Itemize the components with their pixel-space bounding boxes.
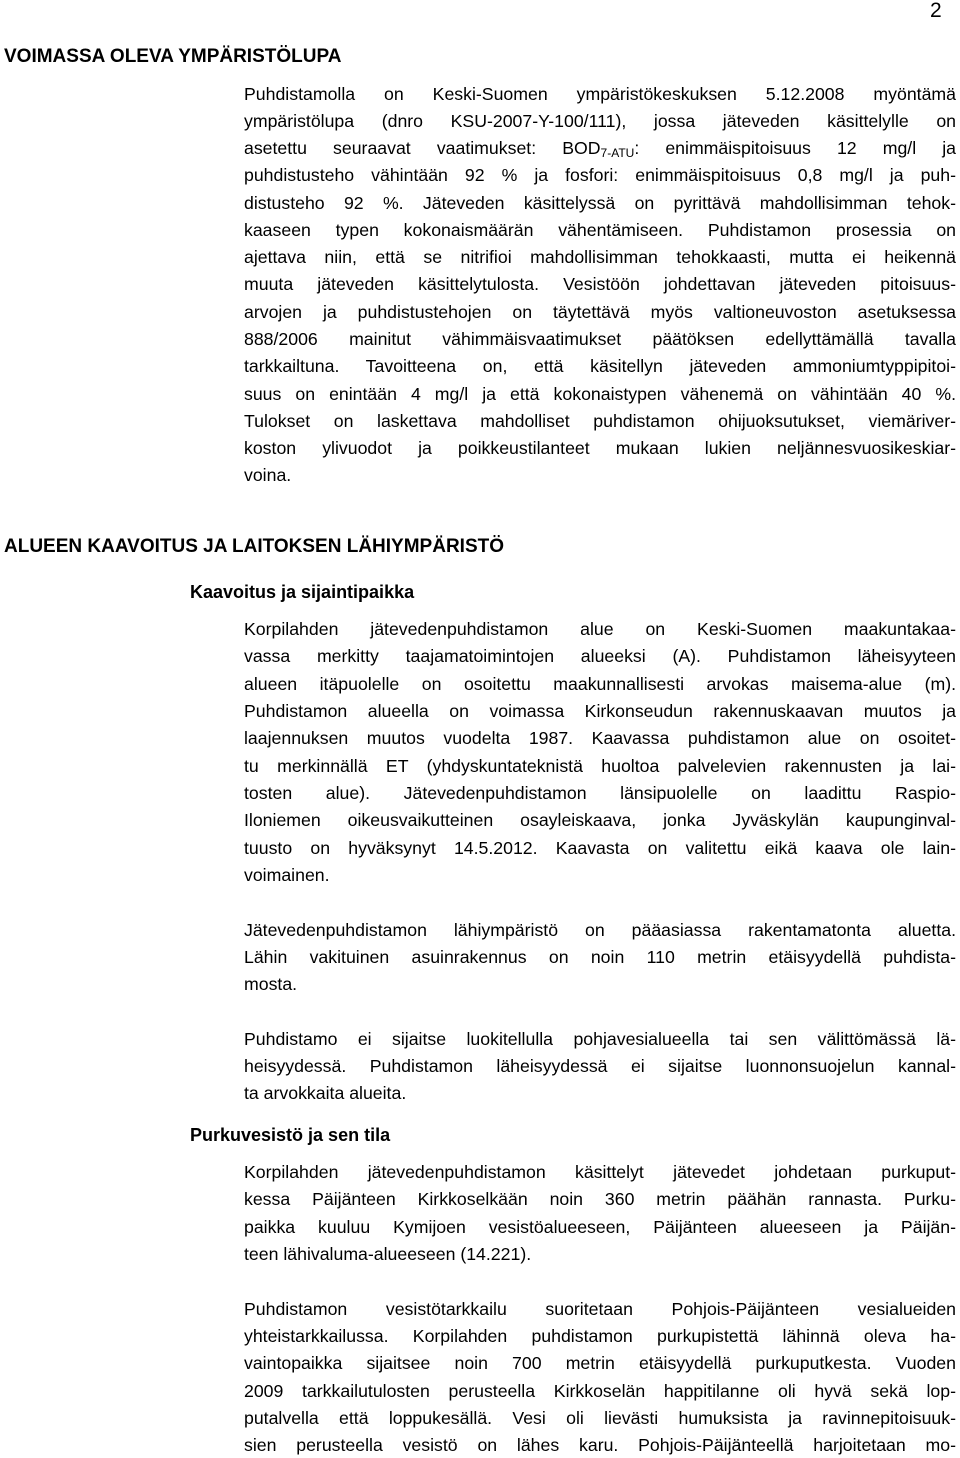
text-line: voimainen. [244, 865, 330, 885]
text-line: Puhdistamon alueella on voimassa Kirkonseudun rakennuskaavan muutos ja [244, 701, 956, 721]
text-line: teen lähivaluma-alueeseen (14.221). [244, 1244, 532, 1264]
text-span: asetettu seuraavat vaatimukset: BOD [244, 138, 601, 158]
text-line: Puhdistamo ei sijaitse luokitellulla pohjavesialueella tai sen välittömässä lä- [244, 1029, 956, 1049]
text-line: Korpilahden jätevedenpuhdistamon käsittelyt jätevedet johdetaan purkuput- [244, 1162, 956, 1182]
text-line: vaintopaikka sijaitsee noin 700 metrin etäisyydellä purkuputkesta. Vuoden [244, 1353, 956, 1373]
text-line: ajettava niin, että se nitrifioi mahdollisimman tehokkaasti, mutta ei heikennä [244, 247, 956, 267]
text-line: kessa Päijänteen Kirkkoselkään noin 360 metrin päähän rannasta. Purku- [244, 1189, 956, 1209]
text-line: paikka kuuluu Kymijoen vesistöalueeseen, Päijänteen alueeseen ja Päijän- [244, 1217, 956, 1237]
subheading-kaavoitus-sijaintipaikka: Kaavoitus ja sijaintipaikka [190, 582, 415, 602]
text-line: Jätevedenpuhdistamon lähiympäristö on pääasiassa rakentamatonta aluetta. [244, 920, 956, 940]
text-line: arvojen ja puhdistustehojen on täytettävä myös valtioneuvoston asetuksessa [244, 302, 956, 322]
text-line: tuusto on hyväksynyt 14.5.2012. Kaavasta on valitettu eikä kaava ole lain- [244, 838, 956, 858]
section-heading-kaavoitus: ALUEEN KAAVOITUS JA LAITOKSEN LÄHIYMPÄRISTÖ [4, 536, 505, 557]
text-span: : enimmäispitoisuus 12 mg/l ja [634, 138, 957, 158]
text-line: Puhdistamolla on Keski-Suomen ympäristökeskuksen 5.12.2008 myöntämä [244, 84, 956, 104]
bod-subscript: 7-ATU [600, 146, 635, 160]
subheading-purkuvesisto: Purkuvesistö ja sen tila [190, 1125, 391, 1145]
text-line: kaaseen typen kokonaismäärän vähentämiseen. Puhdistamon prosessia on [244, 220, 956, 240]
text-line: tu merkinnällä ET (yhdyskuntateknistä huoltoa palvelevien rakennusten ja lai- [244, 756, 956, 776]
text-line: 888/2006 mainitut vähimmäisvaatimukset päätöksen edellyttämällä tavalla [244, 329, 956, 349]
section-heading-ymparistolupa: VOIMASSA OLEVA YMPÄRISTÖLUPA [4, 46, 342, 67]
text-line: muuta jäteveden käsittelytulosta. Vesistöön johdettavan jäteveden pitoisuus- [244, 274, 956, 294]
text-line: distusteho 92 %. Jäteveden käsittelyssä on pyrittävä mahdollisimman tehok- [244, 193, 956, 213]
text-line: koston ylivuodot ja poikkeustilanteet mukaan lukien neljännesvuosikeskiar- [244, 438, 956, 458]
text-line: tarkkailtuna. Tavoitteena on, että käsitellyn jäteveden ammoniumtyppipitoi- [244, 356, 956, 376]
text-line: ympäristölupa (dnro KSU-2007-Y-100/111), jossa jäteveden käsittelylle on [244, 111, 956, 131]
page-number: 2 [930, 0, 942, 22]
text-line: yhteistarkkailussa. Korpilahden puhdistamon purkupistettä lähinnä oleva ha- [244, 1326, 956, 1346]
text-line: Korpilahden jätevedenpuhdistamon alue on Keski-Suomen maakuntakaa- [244, 619, 956, 639]
text-line: voina. [244, 465, 292, 485]
text-line: mosta. [244, 974, 298, 994]
text-line: alueen itäpuolelle on osoitettu maakunnallisesti arvokas maisema-alue (m). [244, 674, 956, 694]
text-line: Tulokset on laskettava mahdolliset puhdistamon ohijuoksutukset, viemäriver- [244, 411, 956, 431]
text-line: Lähin vakituinen asuinrakennus on noin 110 metrin etäisyydellä puhdista- [244, 947, 956, 967]
text-line: putalvella että loppukesällä. Vesi oli lievästi humuksista ja ravinnepitoisuuk- [244, 1408, 956, 1428]
text-line: heisyydessä. Puhdistamon läheisyydessä ei sijaitse luonnonsuojelun kannal- [244, 1056, 956, 1076]
text-line: tosten alue). Jätevedenpuhdistamon länsipuolelle on laadittu Raspio- [244, 783, 956, 803]
text-line: vassa merkitty taajamatoimintojen alueeksi (A). Puhdistamon läheisyyteen [244, 646, 956, 666]
text-line: 2009 tarkkailutulosten perusteella Kirkkoselän happitilanne oli hyvä sekä lop- [244, 1381, 956, 1401]
text-line: puhdistusteho vähintään 92 % ja fosfori: enimmäispitoisuus 0,8 mg/l ja puh- [244, 165, 956, 185]
text-line: Iloniemen oikeusvaikutteinen osayleiskaava, jonka Jyväskylän kaupunginval- [244, 810, 956, 830]
text-line: sien perusteella vesistö on lähes karu. Pohjois-Päijänteellä harjoitetaan mo- [244, 1435, 956, 1455]
text-line: Puhdistamon vesistötarkkailu suoritetaan Pohjois-Päijänteen vesialueiden [244, 1299, 956, 1319]
text-line: suus on enintään 4 mg/l ja että kokonaistypen vähenemä on vähintään 40 %. [244, 384, 956, 404]
text-line: laajennuksen muutos vuodelta 1987. Kaavassa puhdistamon alue on osoitet- [244, 728, 956, 748]
text-line: ta arvokkaita alueita. [244, 1083, 407, 1103]
